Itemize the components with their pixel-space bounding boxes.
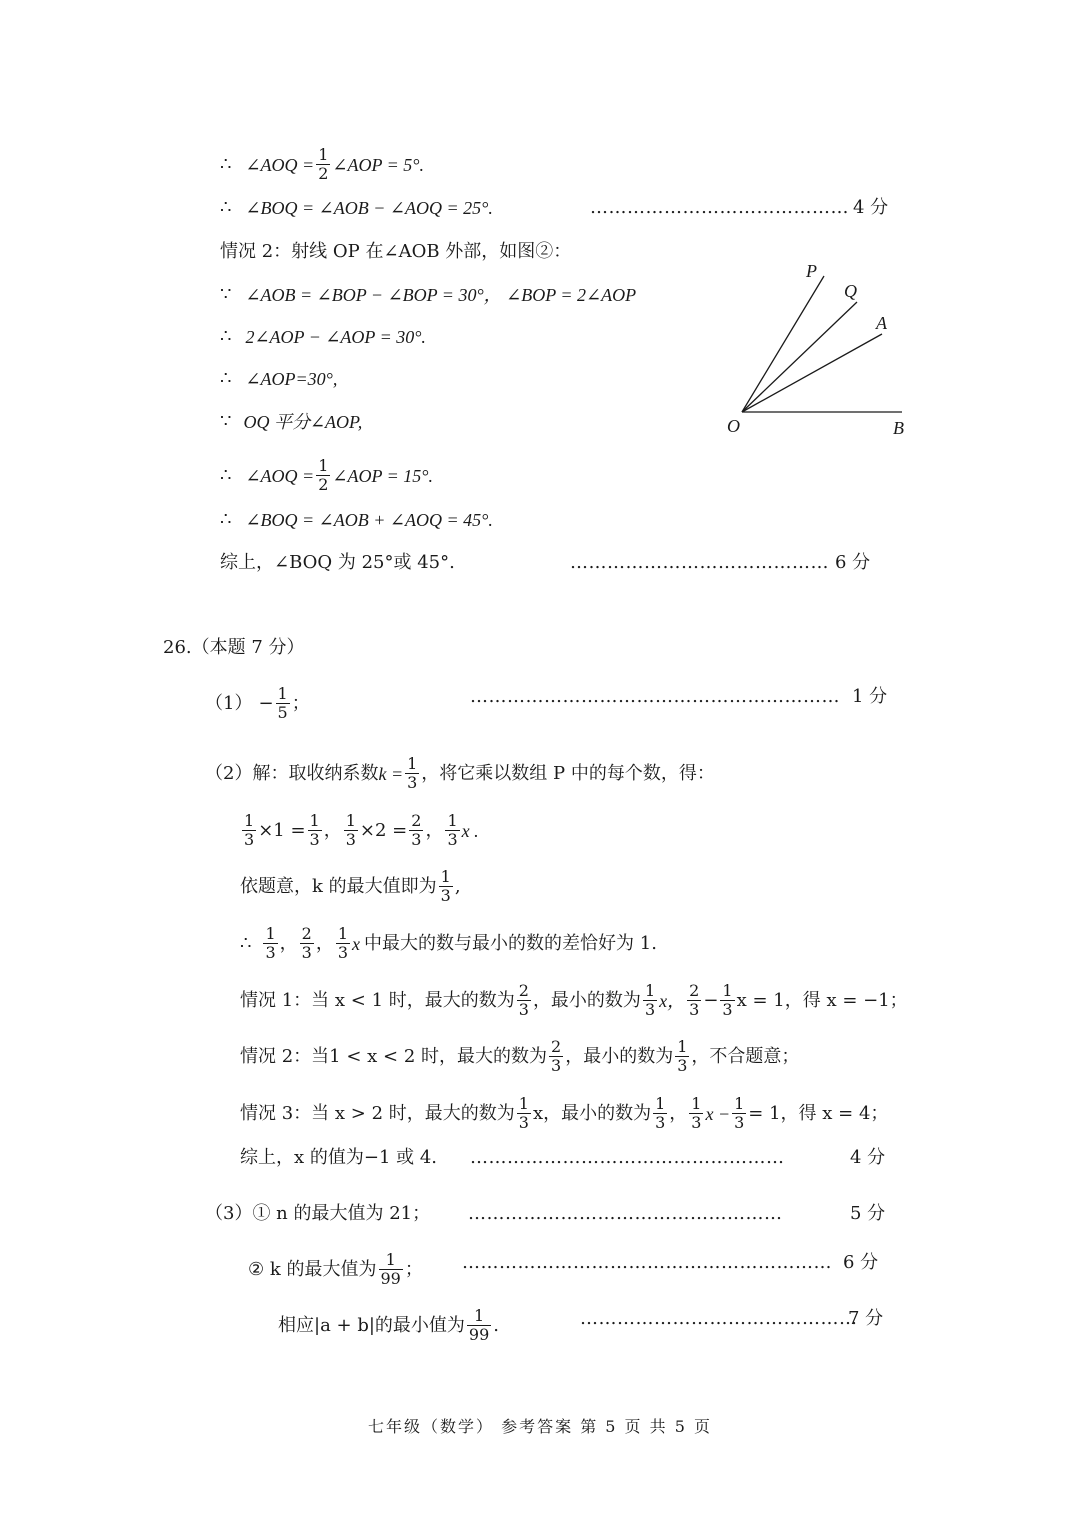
fraction: $\frac{1}{3}$ xyxy=(440,867,451,905)
q26-part3-line1: （3）① n 的最大值为 21； xyxy=(205,1203,431,1224)
fraction: $\frac{1}{2}$ xyxy=(318,145,329,183)
fraction: $\frac{1}{3}$ xyxy=(722,981,733,1019)
q26-part3-line2: ② k 的最大值为 $\frac{1}{99}$ ； xyxy=(248,1250,423,1288)
q26-part2-summary: 综上，x 的值为−1 或 4. xyxy=(240,1147,438,1168)
line-2aop: ∴ 2∠AOP − ∠AOP = 30°. xyxy=(220,326,426,347)
therefore-symbol: ∴ xyxy=(220,368,232,389)
fraction: $\frac{2}{3}$ xyxy=(301,924,312,962)
line-aoq-5: ∴ ∠AOQ = $\frac{1}{2}$ ∠AOP = 5°. xyxy=(220,145,424,183)
fraction: $\frac{2}{3}$ xyxy=(518,981,529,1019)
score-label: 6 分 xyxy=(843,1252,879,1273)
score-leader-dots: …………………………………………………… xyxy=(462,1252,832,1273)
score-leader-dots: …………………………………… xyxy=(570,552,829,573)
page-footer: 七年级（数学） 参考答案 第 5 页 共 5 页 xyxy=(368,1417,712,1436)
fraction: $\frac{1}{3}$ xyxy=(644,981,656,1019)
line-because-aob: ∵ ∠AOB = ∠BOP − ∠BOP = 30°， ∠BOP = 2∠AOP xyxy=(220,284,637,305)
label-p: P xyxy=(806,261,817,281)
fraction: $\frac{1}{99}$ xyxy=(380,1250,401,1288)
line-boq-25: ∴ ∠BOQ = ∠AOB − ∠AOQ = 25°. xyxy=(220,197,493,218)
question-26-heading: 26.（本题 7 分） xyxy=(163,637,305,658)
score-label: 5 分 xyxy=(850,1203,886,1224)
score-label: 4 分 xyxy=(850,1147,886,1168)
q26-case3: 情况 3：当 x > 2 时，最大的数为 $\frac{1}{3}$ x，最小的数为 $\frac{1}{3}$ ， $\frac{1}{3}$ x − $\frac{1}{3}$ = 1，得 x = 4； xyxy=(240,1094,889,1132)
q26-case1: 情况 1：当 x < 1 时，最大的数为 $\frac{2}{3}$ ，最小的数为 $\frac{1}{3}$ x， $\frac{2}{3}$ − $\frac{1}{3}$ x = 1，得 x = −1； xyxy=(240,981,908,1019)
fraction: $\frac{2}{3}$ xyxy=(551,1037,562,1075)
fraction: $\frac{1}{3}$ xyxy=(407,754,418,792)
therefore-symbol: ∴ xyxy=(240,932,252,954)
geometry-figure xyxy=(720,258,920,443)
therefore-symbol: ∴ xyxy=(220,464,232,486)
fraction: $\frac{1}{3}$ xyxy=(677,1037,688,1075)
ray-op xyxy=(742,276,824,412)
label-a: A xyxy=(876,313,887,333)
therefore-symbol: ∴ xyxy=(220,197,232,218)
score-leader-dots: …………………………………………… xyxy=(470,1147,785,1168)
therefore-symbol: ∴ xyxy=(220,153,232,175)
label-o: O xyxy=(727,416,740,436)
q26-max-k-line: 依题意，k 的最大值即为 $\frac{1}{3}$ , xyxy=(240,867,461,905)
therefore-symbol: ∴ xyxy=(220,326,232,347)
fraction: $\frac{1}{3}$ xyxy=(655,1094,666,1132)
summary-q25: 综上，∠BOQ 为 25°或 45°. xyxy=(220,552,455,573)
line-aoq-15: ∴ ∠AOQ = $\frac{1}{2}$ ∠AOP = 15°. xyxy=(220,456,433,494)
fraction: $\frac{1}{99}$ xyxy=(468,1306,490,1344)
case2-title: 情况 2：射线 OP 在∠AOB 外部，如图②： xyxy=(220,241,572,262)
because-symbol: ∵ xyxy=(220,284,232,305)
fraction: $\frac{1}{3}$ xyxy=(691,1094,702,1132)
score-leader-dots: …………………………………………… xyxy=(468,1203,783,1224)
label-q: Q xyxy=(844,281,857,301)
fraction: $\frac{1}{3}$ xyxy=(518,1094,529,1132)
q26-case2: 情况 2：当1 < x < 2 时，最大的数为 $\frac{2}{3}$ ，最小的数为 $\frac{1}{3}$ ，不合题意； xyxy=(240,1037,800,1075)
q26-part3-line3: 相应|a + b|的最小值为 $\frac{1}{99}$ . xyxy=(278,1306,500,1344)
line-aop-30: ∴ ∠AOP=30°, xyxy=(220,368,338,389)
fraction: $\frac{1}{3}$ xyxy=(337,924,349,962)
fraction: $\frac{2}{3}$ xyxy=(689,981,700,1019)
therefore-symbol: ∴ xyxy=(220,509,232,530)
line-oq-bisects: ∵ OQ 平分∠AOP, xyxy=(220,411,363,432)
line-boq-45: ∴ ∠BOQ = ∠AOB + ∠AOQ = 45°. xyxy=(220,509,493,530)
fraction: $\frac{1}{3}$ xyxy=(309,811,320,849)
label-b: B xyxy=(893,418,904,438)
fraction: $\frac{1}{5}$ xyxy=(277,684,288,722)
q26-part1: （1） − $\frac{1}{5}$ ； xyxy=(205,684,310,722)
fraction: $\frac{1}{3}$ xyxy=(244,811,255,849)
score-label: 4 分 xyxy=(853,197,889,218)
score-leader-dots: …………………………………………………… xyxy=(470,686,840,707)
fraction: $\frac{1}{3}$ xyxy=(265,924,276,962)
q26-part2-intro: （2）解：取收纳系数 k = $\frac{1}{3}$ ，将它乘以数组 P 中的每个数，得： xyxy=(205,754,715,792)
fraction: $\frac{1}{3}$ xyxy=(734,1094,745,1132)
fraction: $\frac{1}{2}$ xyxy=(318,456,329,494)
fraction: $\frac{1}{3}$ xyxy=(345,811,356,849)
score-leader-dots: …………………………………… xyxy=(590,197,849,218)
q26-part2-calc: $\frac{1}{3}$ ×1 = $\frac{1}{3}$ ， $\frac{1}{3}$ ×2 = $\frac{2}{3}$ ， $\frac{1}{3}$ x . xyxy=(244,811,479,849)
because-symbol: ∵ xyxy=(220,411,232,432)
q26-diff-line: ∴ $\frac{1}{3}$ ， $\frac{2}{3}$ ， $\frac{1}{3}$ x 中最大的数与最小的数的差恰好为 1. xyxy=(240,924,657,962)
score-label: 6 分 xyxy=(835,552,871,573)
score-label: 7 分 xyxy=(848,1308,884,1329)
score-leader-dots: ……………………………………… xyxy=(580,1308,858,1329)
score-label: 1 分 xyxy=(852,686,888,707)
fraction: $\frac{2}{3}$ xyxy=(411,811,422,849)
fraction: $\frac{1}{3}$ xyxy=(447,811,458,849)
